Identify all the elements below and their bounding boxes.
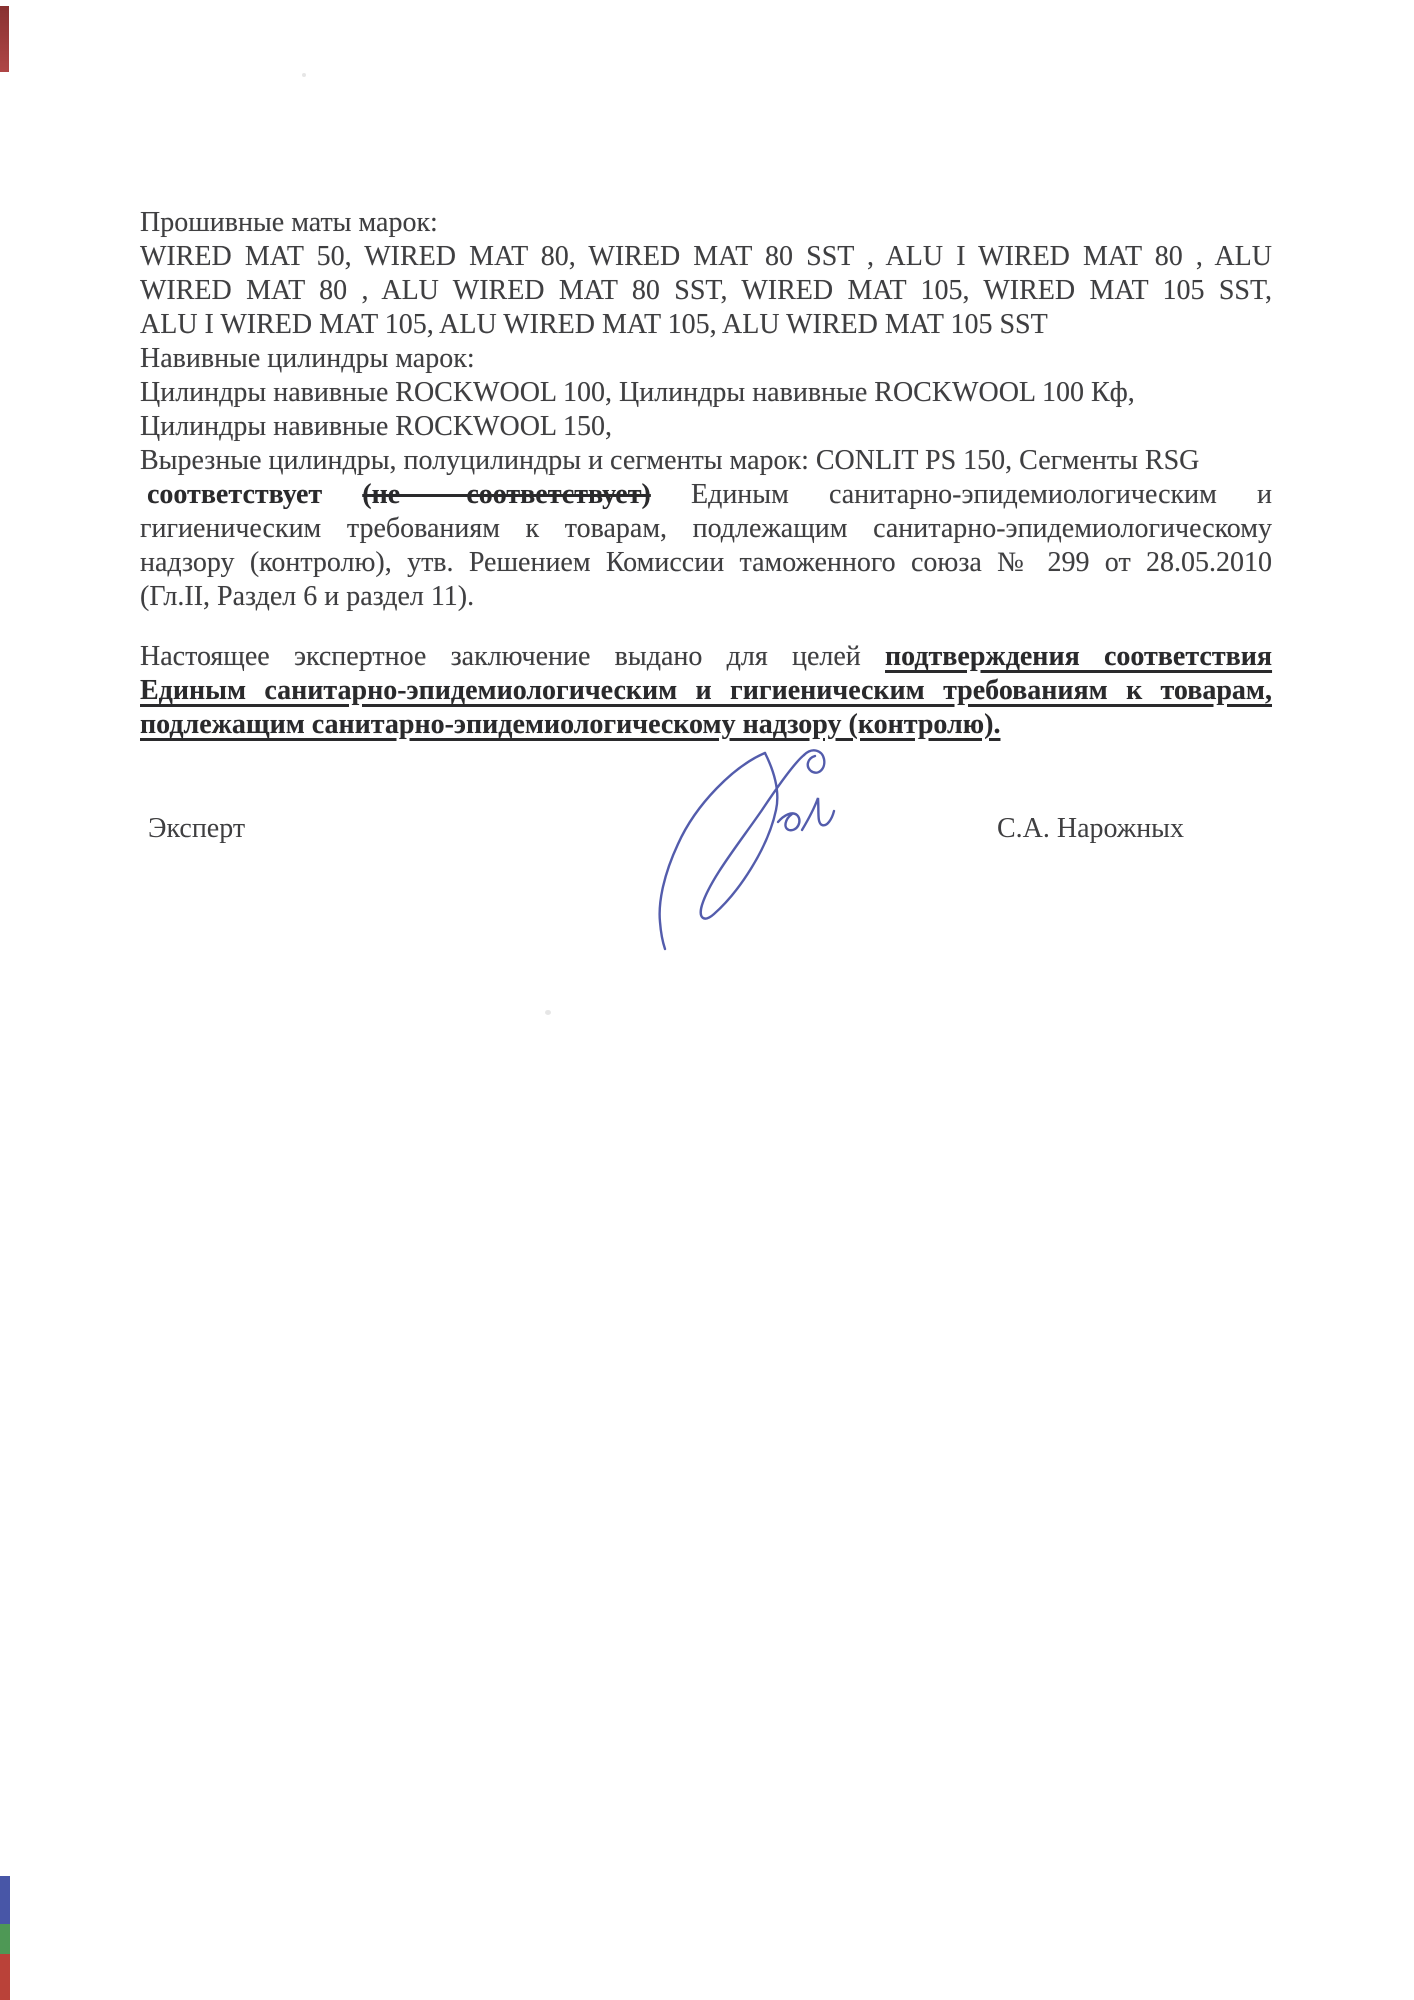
conformity-line-2: гигиеническим требованиям к товарам, подлежащим санитарно-эпидемиологическому xyxy=(140,513,1272,544)
scan-artifact-top-red xyxy=(0,6,9,72)
conformity-line-3: надзору (контролю), утв. Решением Комиссии таможенного союза № 299 от 28.05.2010 xyxy=(140,547,1272,578)
wound-cylinders-title: Навивные цилиндры марок: xyxy=(140,343,475,374)
scan-artifact-bottom-red xyxy=(0,1954,10,2000)
wound-cylinders-line-1: Цилиндры навивные ROCKWOOL 100, Цилиндры навивные ROCKWOOL 100 Кф, xyxy=(140,377,1135,408)
handwritten-signature xyxy=(648,742,844,958)
conformity-line-4: (Гл.II, Раздел 6 и раздел 11). xyxy=(140,581,475,612)
cut-cylinders-line: Вырезные цилиндры, полуцилиндры и сегменты марок: CONLIT PS 150, Сегменты RSG xyxy=(140,445,1200,476)
scan-speck xyxy=(302,73,306,77)
purpose-line-1-normal: Настоящее экспертное заключение выдано для целей xyxy=(140,641,861,672)
purpose-line-2: Единым санитарно-эпидемиологическим и гигиеническим требованиям к товарам, xyxy=(140,675,1272,706)
purpose-line-1-bold: подтверждения соответствия xyxy=(885,641,1273,672)
purpose-line-1 xyxy=(140,640,1272,674)
purpose-line-3: подлежащим санитарно-эпидемиологическому надзору (контролю). xyxy=(140,709,1001,740)
wound-cylinders-line-2: Цилиндры навивные ROCKWOOL 150, xyxy=(140,411,612,442)
document-body-text xyxy=(140,206,1272,614)
expert-label: Эксперт xyxy=(148,813,246,844)
conformity-line-rest: Единым санитарно-эпидемиологическим и xyxy=(690,479,1272,510)
purpose-paragraph xyxy=(140,640,1272,742)
not-conforms-struck: (не соответствует) xyxy=(362,479,651,510)
stitched-mats-line-3: ALU I WIRED MAT 105, ALU WIRED MAT 105, ALU WIRED MAT 105 SST xyxy=(140,309,1048,340)
expert-name: С.А. Нарожных xyxy=(997,813,1184,844)
stitched-mats-title: Прошивные маты марок: xyxy=(140,207,438,238)
scan-speck xyxy=(545,1010,551,1015)
conformity-line xyxy=(140,478,1272,512)
conforms-word: соответствует xyxy=(147,479,323,510)
scan-artifact-bottom-green xyxy=(0,1924,10,1954)
stitched-mats-line-2: WIRED MAT 80 , ALU WIRED MAT 80 SST, WIRED MAT 105, WIRED MAT 105 SST, xyxy=(140,275,1272,306)
scan-artifact-bottom-blue xyxy=(0,1876,10,1924)
stitched-mats-line-1: WIRED MAT 50, WIRED MAT 80, WIRED MAT 80 SST , ALU I WIRED MAT 80 , ALU xyxy=(140,241,1272,272)
